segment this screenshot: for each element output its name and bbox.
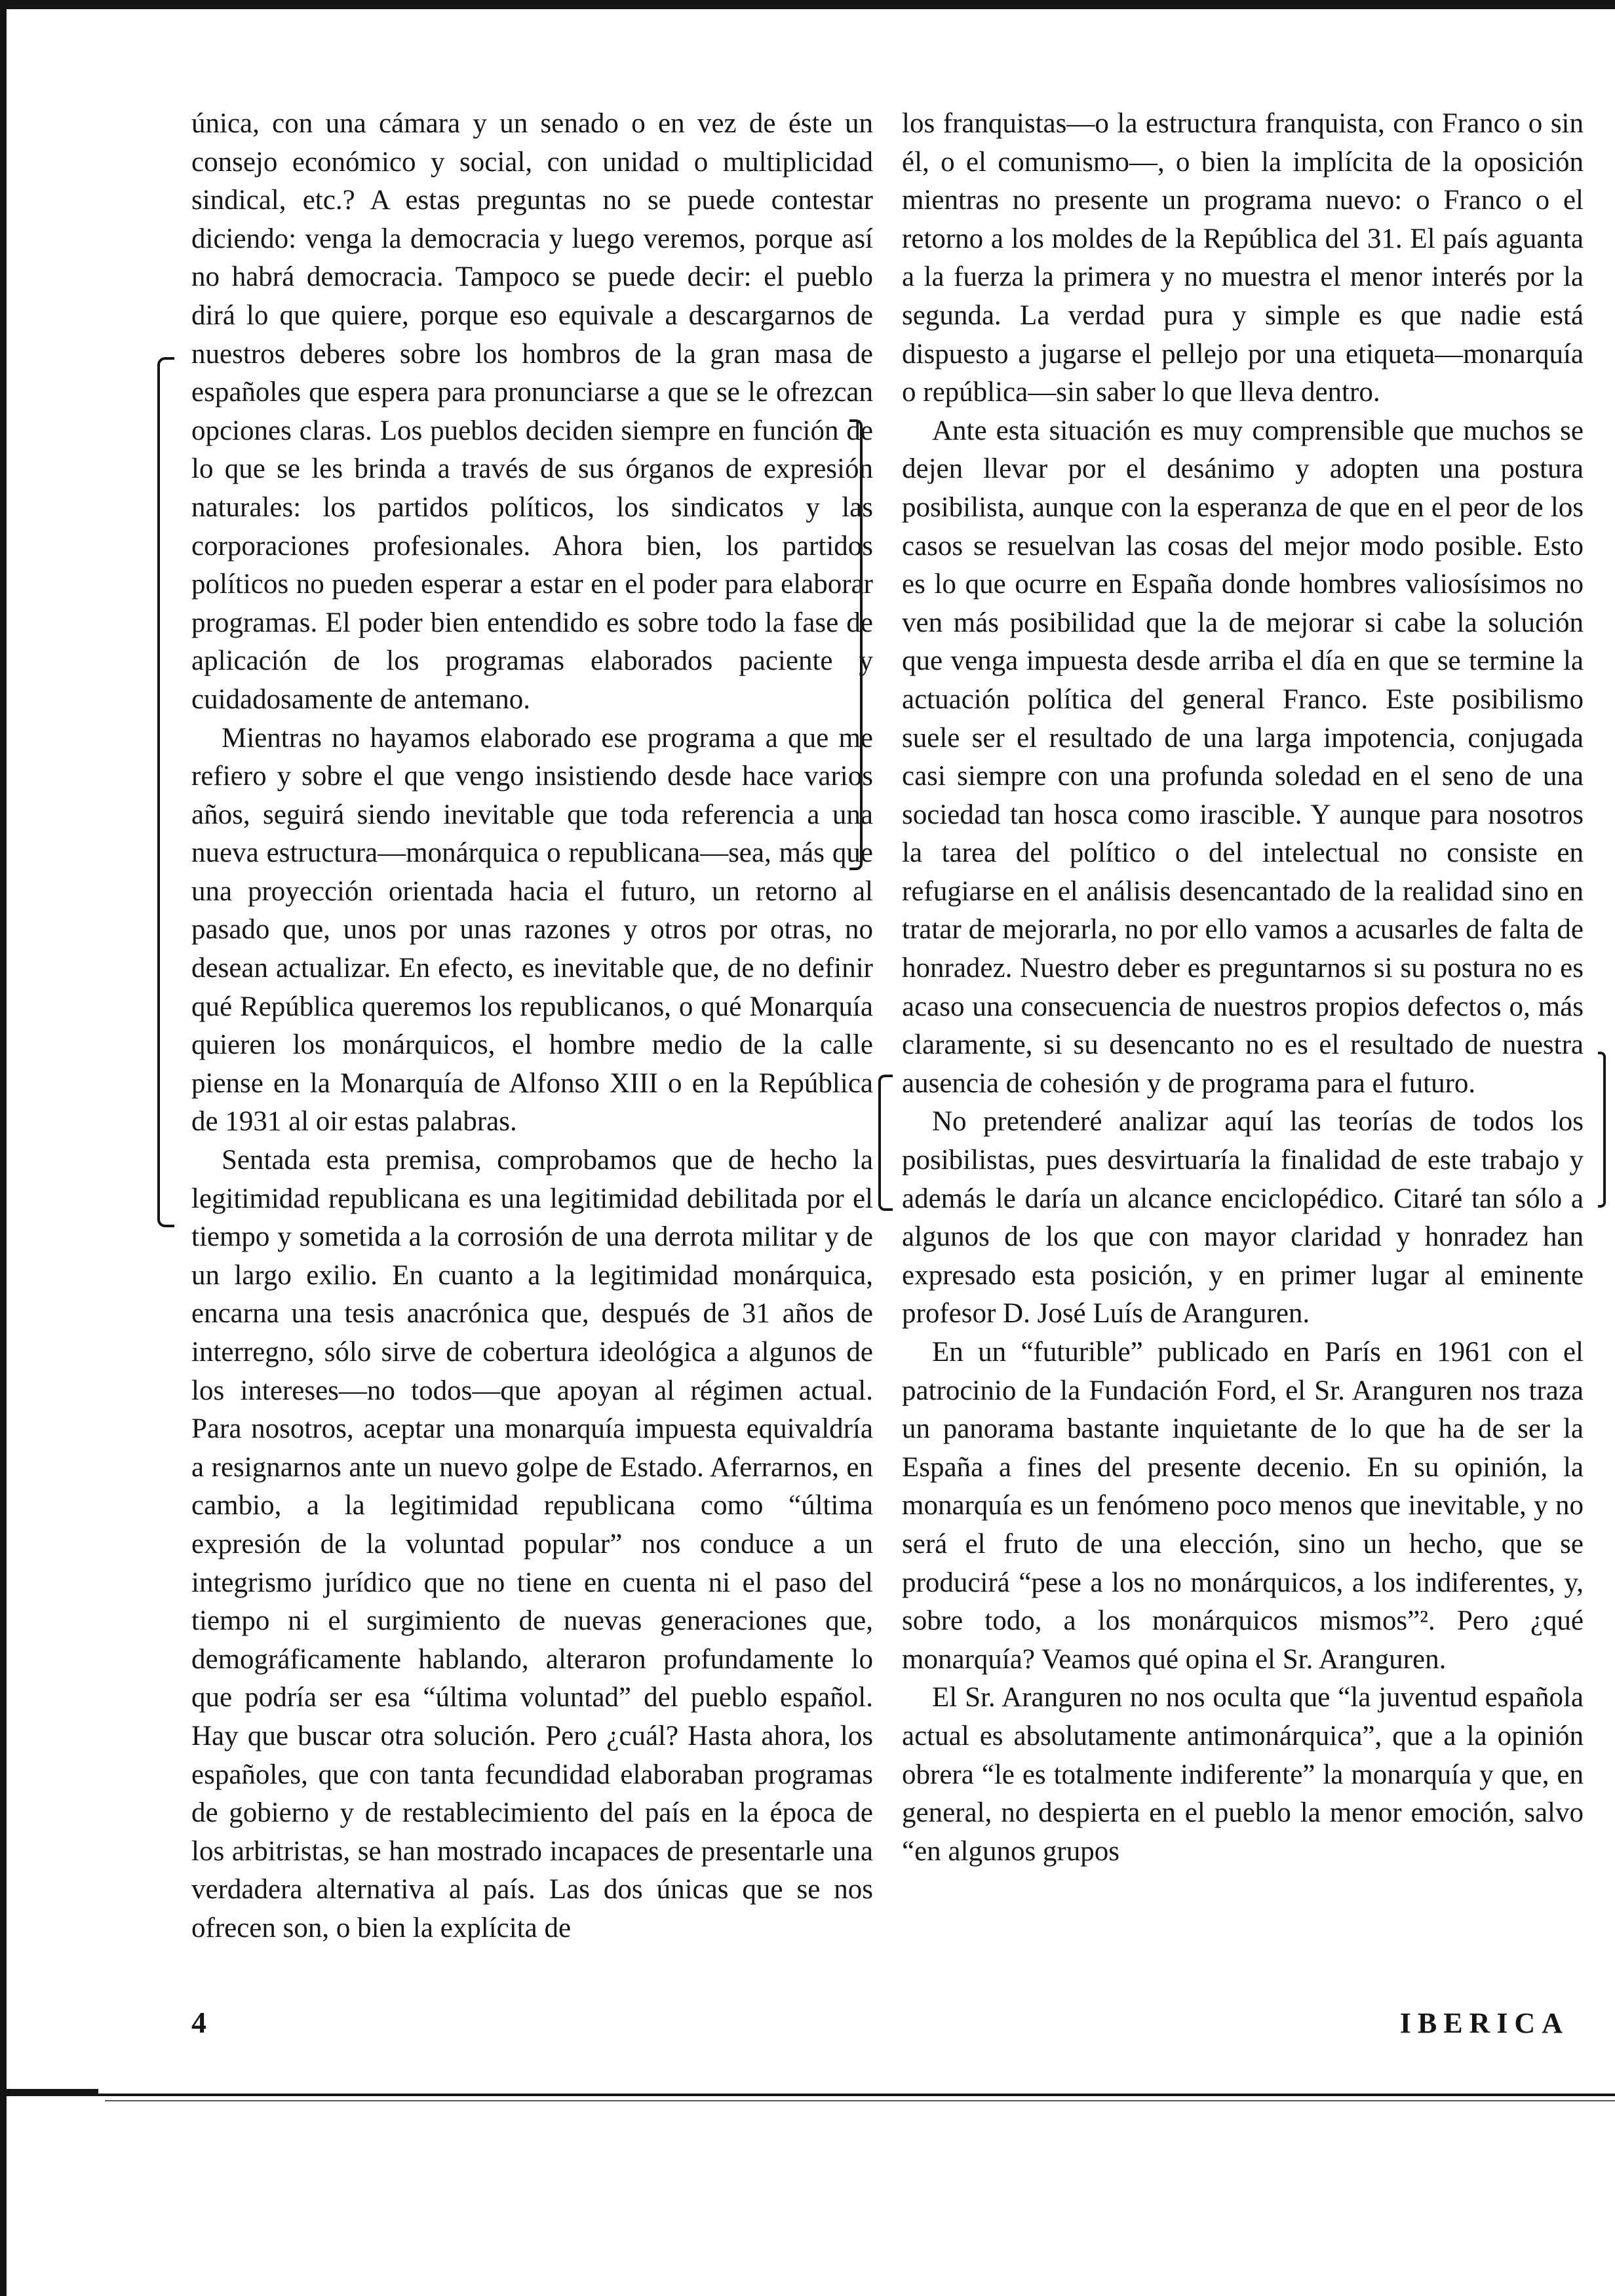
paragraph: En un “futurible” publicado en París en 1961 con el patrocinio de la Fundación Ford, el Sr. Aranguren nos traza un panorama bastante inquietante de lo que ha de ser la España a fines del presente decenio. En su opinión, la monarquía es un fenómeno poco menos que inevitable, y no será el fruto de una elección, sino un hecho, que se producirá “pese a los no monárquicos, a los indiferentes, y, sobre todo, a los monárquicos mismos”². Pero ¿qué monarquía? Veamos qué opina el Sr. Aranguren. — [902, 1337, 1584, 1675]
text-column-left — [191, 105, 873, 1948]
bottom-rule — [0, 2094, 1615, 2096]
page-number: 4 — [191, 2006, 206, 2039]
paragraph: Ante esta situación es muy comprensible que muchos se dejen llevar por el desánimo y adopten una postura posibilista, aunque con la esperanza de que en el peor de los casos se resuelvan las cosas del mejor modo posible. Esto es lo que ocurre en España donde hombres valiosísimos no ven más posibilidad que la de mejorar si cabe la solución que venga impuesta desde arriba el día en que se termine la actuación política del general Franco. Este posibilismo suele ser el resultado de una larga impotencia, conjugada casi siempre con una profunda soledad en el seno de una sociedad tan hosca como irascible. Y aunque para nosotros la tarea del político o del intelectual no consiste en refugiarse en el análisis desencantado de la realidad sino en tratar de mejorarla, no por ello vamos a acusarles de falta de honradez. Nuestro deber es preguntarnos si su postura no es acaso una consecuencia de nuestros propios defectos o, más claramente, si su desencanto no es el resultado de nuestra ausencia de cohesión y de programa para el futuro. — [902, 415, 1584, 1099]
margin-bracket-mark — [157, 357, 174, 1227]
text-column-right — [902, 105, 1584, 1871]
paragraph: Sentada esta premisa, comprobamos que de hecho la legitimidad republicana es una legitimidad debilitada por el tiempo y sometida a la corrosión de una derrota militar y de un largo exilio. En cuanto a la legitimidad monárquica, encarna una tesis anacrónica que, después de 31 años de interregno, sólo sirve de cobertura ideológica a algunos de los intereses—no todos—que apoyan al régimen actual. Para nosotros, aceptar una monarquía impuesta equivaldría a resignarnos ante un nuevo golpe de Estado. Aferrarnos, en cambio, a la legitimidad republicana como “última expresión de la voluntad popular” nos conduce a un integrismo jurídico que no tiene en cuenta ni el paso del tiempo ni el surgimiento de nuevas generaciones que, demográficamente hablando, alteraron profundamente lo que podría ser esa “última voluntad” del pueblo español. Hay que buscar otra solución. Pero ¿cuál? Hasta ahora, los españoles, que con tanta fecundidad elaboraban programas de gobierno y de restablecimiento del país en la época de los arbitristas, se han mostrado incapaces de presentarle una verdadera alternativa al país. Las dos únicas que se nos ofrecen son, o bien la explícita de — [191, 1145, 873, 1943]
margin-bracket-mark — [1598, 1052, 1606, 1208]
paragraph: No pretenderé analizar aquí las teorías de todos los posibilistas, pues desvirtuaría la finalidad de este trabajo y además le daría un alcance enciclopédico. Citaré tan sólo a algunos de los que con mayor claridad y honradez han expresado esta posición, y en primer lugar al eminente profesor D. José Luís de Aranguren. — [902, 1106, 1584, 1330]
paragraph: El Sr. Aranguren no nos oculta que “la juventud española actual es absolutamente antimonárquica”, que a la opinión obrera “le es totalmente indiferente” la monarquía y que, en general, no despierta en el pueblo la menor emoción, salvo “en algunos grupos — [902, 1682, 1584, 1867]
paragraph: Mientras no hayamos elaborado ese programa a que me refiero y sobre el que vengo insistiendo desde hace varios años, seguirá siendo inevitable que toda referencia a una nueva estructura—monárquica o republicana—sea, más que una proyección orientada hacia el futuro, un retorno al pasado que, unos por unas razones y otros por otras, no desean actualizar. En efecto, es inevitable que, de no definir qué República queremos los republicanos, o qué Monarquía quieren los monárquicos, el hombre medio de la calle piense en la Monarquía de Alfonso XIII o en la República de 1931 al oir estas palabras. — [191, 722, 873, 1138]
top-border-rule — [0, 0, 1615, 9]
paragraph: única, con una cámara y un senado o en vez de éste un consejo económico y social, con unidad o multiplicidad sindical, etc.? A estas preguntas no se puede contestar diciendo: venga la democracia y luego veremos, porque así no habrá democracia. Tampoco se puede decir: el pueblo dirá lo que quiere, porque eso equivale a descargarnos de nuestros deberes sobre los hombros de la gran masa de españoles que espera para pronunciarse a que se le ofrezcan opciones claras. Los pueblos deciden siempre en función de lo que se les brinda a través de sus órganos de expresión naturales: los partidos políticos, los sindicatos y las corporaciones profesionales. Ahora bien, los partidos políticos no pueden esperar a estar en el poder para elaborar programas. El poder bien entendido es sobre todo la fase de aplicación de los programas elaborados paciente y cuidadosamente de antemano. — [191, 108, 873, 715]
paragraph: los franquistas—o la estructura franquista, con Franco o sin él, o el comunismo—, o bien la implícita de la oposición mientras no presente un programa nuevo: o Franco o el retorno a los moldes de la República del 31. El país aguanta a la fuerza la primera y no muestra el menor interés por la segunda. La verdad pura y simple es que nadie está dispuesto a jugarse el pellejo por una etiqueta—monarquía o república—sin saber lo que lleva dentro. — [902, 108, 1584, 408]
bottom-rule-thin — [105, 2100, 1615, 2101]
journal-running-head: IBERICA — [1399, 2007, 1569, 2039]
margin-bracket-mark — [878, 1075, 893, 1211]
left-border-rule — [0, 0, 7, 2296]
